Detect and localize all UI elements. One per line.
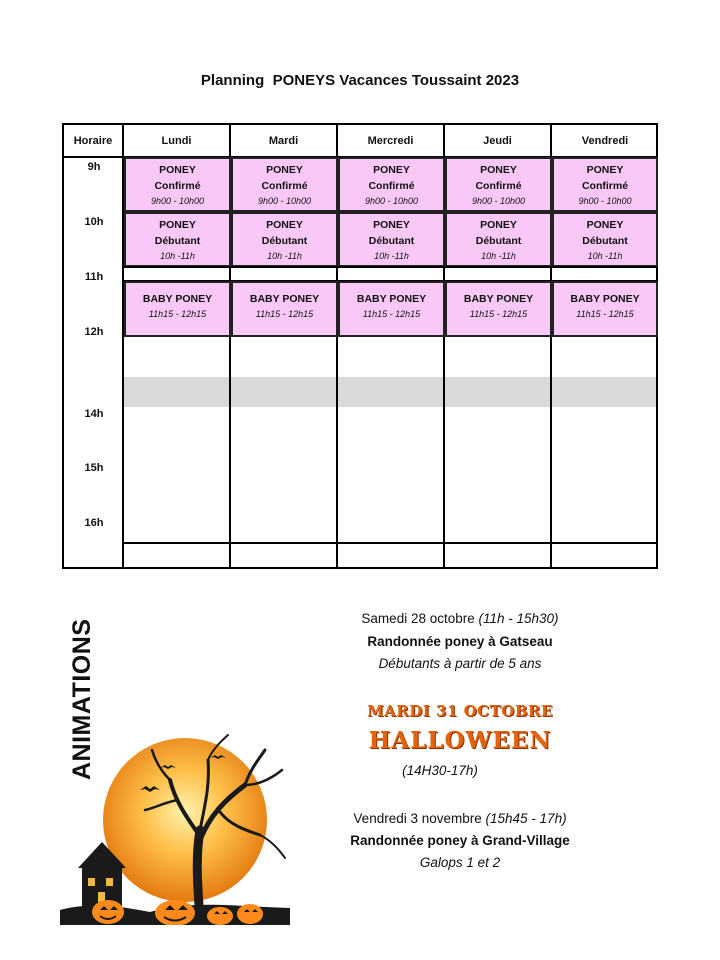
animations-label: ANIMATIONS (68, 618, 96, 780)
hour-label: 10h (84, 216, 104, 228)
session-time: 11h15 - 12h15 (148, 309, 207, 319)
event-note: Galops 1 et 2 (419, 855, 501, 870)
session-title: PONEY (586, 219, 624, 231)
session-time: 10h -11h (587, 251, 623, 261)
session-time: 9h00 - 10h00 (364, 196, 419, 206)
halloween-date: MARDI 31 OCTOBRE (367, 702, 553, 720)
event-samedi-date-line (300, 611, 620, 626)
session-poney-debutant (445, 212, 552, 267)
session-poney-confirme (445, 157, 552, 212)
session-level: Débutant (582, 235, 628, 247)
event-time: (15h45 - 17h) (485, 811, 567, 826)
row-divider (122, 542, 656, 544)
session-time: 10h -11h (267, 251, 302, 261)
session-poney-debutant (552, 212, 658, 267)
header-day: Mercredi (367, 135, 414, 147)
session-level: Débutant (261, 235, 308, 247)
session-time: 10h -11h (160, 251, 195, 261)
page-title: Planning PONEYS Vacances Toussaint 2023 (200, 72, 520, 89)
session-title: BABY PONEY (249, 293, 320, 305)
halloween-illustration (60, 730, 290, 925)
header-day: Vendredi (581, 135, 629, 147)
session-time: 11h15 - 12h15 (362, 309, 421, 319)
session-time: 11h15 - 12h15 (576, 309, 634, 319)
session-poney-confirme (124, 157, 231, 212)
event-title: Randonnée poney à Gatseau (367, 634, 553, 649)
session-level: Confirmé (261, 180, 308, 192)
event-note: Débutants à partir de 5 ans (378, 656, 542, 671)
session-level: Débutant (475, 235, 522, 247)
session-time: 11h15 - 12h15 (469, 309, 528, 319)
hour-label: 12h (84, 326, 104, 338)
session-title: PONEY (159, 219, 196, 231)
session-level: Confirmé (368, 180, 415, 192)
header-horaire: Horaire (73, 135, 113, 147)
lunch-break-band (124, 377, 656, 407)
hour-label: 14h (84, 408, 104, 420)
session-level: Débutant (154, 235, 201, 247)
hour-label: 9h (87, 161, 101, 173)
hour-label: 16h (84, 517, 104, 529)
session-poney-confirme (231, 157, 338, 212)
row-divider (122, 266, 656, 268)
session-title: PONEY (266, 164, 303, 176)
session-title: BABY PONEY (463, 293, 534, 305)
session-title: BABY PONEY (356, 293, 427, 305)
session-title: PONEY (159, 164, 196, 176)
session-title: PONEY (480, 164, 517, 176)
session-title: PONEY (373, 219, 410, 231)
schedule-table (62, 123, 658, 569)
session-time: 10h -11h (374, 251, 409, 261)
session-level: Confirmé (475, 180, 522, 192)
session-poney-confirme (338, 157, 445, 212)
hour-label: 11h (84, 271, 104, 283)
event-vendredi-date-line (300, 811, 620, 826)
session-baby-poney (124, 281, 231, 337)
hour-label: 15h (84, 462, 104, 474)
session-poney-debutant (231, 212, 338, 267)
session-level: Confirmé (581, 180, 629, 192)
session-title: PONEY (480, 219, 517, 231)
session-level: Confirmé (154, 180, 201, 192)
session-title: PONEY (586, 164, 624, 176)
session-baby-poney (552, 281, 658, 337)
session-time: 9h00 - 10h00 (150, 196, 205, 206)
session-time: 11h15 - 12h15 (255, 309, 314, 319)
event-date: Vendredi 3 novembre (353, 811, 486, 826)
moon-icon (103, 738, 267, 902)
session-title: PONEY (373, 164, 410, 176)
session-title: BABY PONEY (570, 293, 640, 305)
session-title: PONEY (266, 219, 303, 231)
header-day: Jeudi (483, 135, 512, 147)
event-time: (11h - 15h30) (478, 611, 559, 626)
event-date: Samedi 28 octobre (361, 611, 479, 626)
event-title: Randonnée poney à Grand-Village (350, 833, 570, 848)
session-time: 9h00 - 10h00 (471, 196, 526, 206)
session-baby-poney (231, 281, 338, 337)
header-day: Lundi (161, 135, 192, 147)
session-baby-poney (338, 281, 445, 337)
session-title: BABY PONEY (142, 293, 213, 305)
halloween-title: HALLOWEEN (368, 727, 552, 754)
session-poney-debutant (124, 212, 231, 267)
session-baby-poney (445, 281, 552, 337)
session-time: 10h -11h (481, 251, 516, 261)
session-level: Débutant (368, 235, 415, 247)
session-poney-debutant (338, 212, 445, 267)
session-time: 9h00 - 10h00 (257, 196, 312, 206)
halloween-time: (14H30-17h) (402, 763, 478, 778)
header-day: Mardi (268, 135, 299, 147)
session-poney-confirme (552, 157, 658, 212)
session-time: 9h00 - 10h00 (578, 196, 632, 206)
